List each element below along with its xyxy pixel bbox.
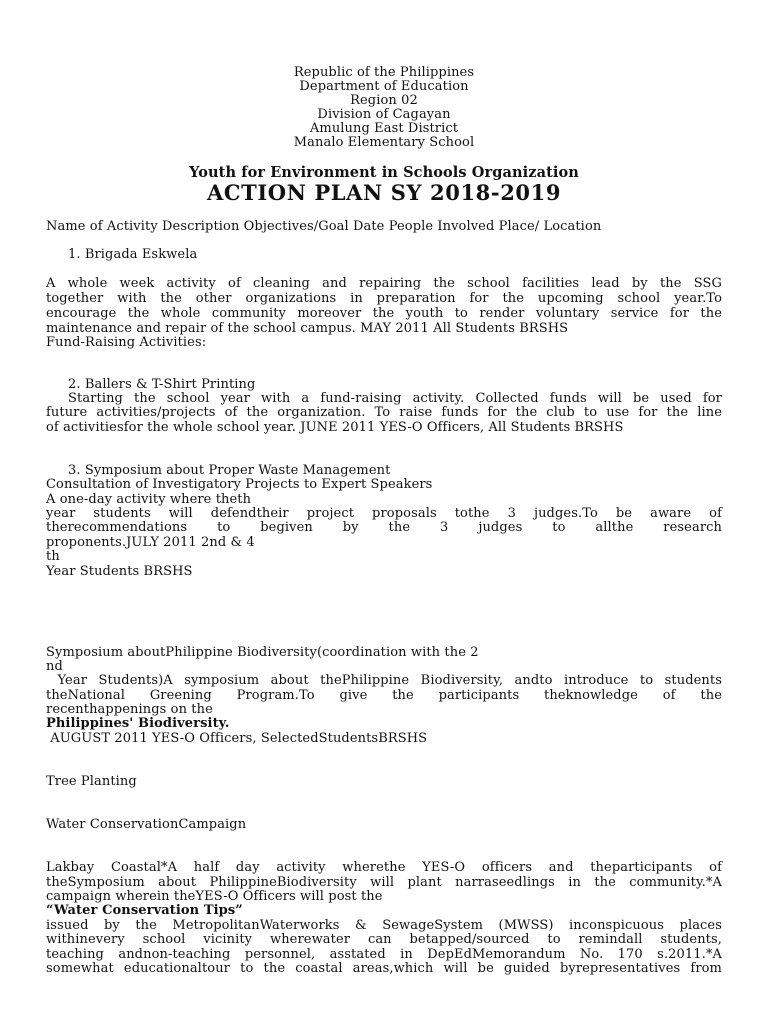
s3-line-3: year students will defendtheir project proposals tothe 3 judges.To be aware of xyxy=(46,506,722,521)
s4-line-7: AUGUST 2011 YES-O Officers, SelectedStudentsBRSHS xyxy=(46,731,428,746)
s1-line-5: Fund-Raising Activities: xyxy=(46,335,207,350)
water-conservation-campaign: Water ConservationCampaign xyxy=(46,817,247,832)
header-republic: Republic of the Philippines xyxy=(293,65,475,80)
s2-line-3: of activitiesfor the whole school year. JUNE 2011 YES-O Officers, All Students BRSHS xyxy=(46,420,624,435)
s1-line-3: encourage the whole community moreover the youth to render voluntary service for the xyxy=(46,306,722,321)
s6-line-4: “Water Conservation Tips” xyxy=(46,903,243,918)
s6-line-3: campaign wherein theYES-O Officers will post the xyxy=(46,889,383,904)
s6-line-2: theSymposium about PhilippineBiodiversity will plant narraseedlings in the community.*A xyxy=(46,875,722,890)
header-department: Department of Education xyxy=(299,79,469,94)
s3-line-4: therecommendations to begiven by the 3 judges to allthe research xyxy=(46,520,722,535)
s4-line-3: Year Students)A symposium about thePhilippine Biodiversity, andto introduce to students xyxy=(46,673,722,688)
header-region: Region 02 xyxy=(350,93,418,108)
s3-line-6: th xyxy=(46,549,60,564)
tree-planting: Tree Planting xyxy=(46,774,137,789)
org-title: Youth for Environment in Schools Organization xyxy=(189,164,579,181)
s3-line-1: Consultation of Investigatory Projects to Expert Speakers xyxy=(46,477,433,492)
item-waste-management: 3. Symposium about Proper Waste Management xyxy=(68,463,391,478)
header-district: Amulung East District xyxy=(309,121,459,136)
s4-line-4: theNational Greening Program.To give the participants theknowledge of the xyxy=(46,688,722,703)
s1-line-4: maintenance and repair of the school campus. MAY 2011 All Students BRSHS xyxy=(46,321,569,336)
s2-line-1: Starting the school year with a fund-raising activity. Collected funds will be used for xyxy=(68,391,722,406)
s1-line-1: A whole week activity of cleaning and repairing the school facilities lead by the SSG xyxy=(46,276,722,291)
item-ballers-printing: 2. Ballers & T-Shirt Printing xyxy=(68,377,256,392)
s3-line-5: proponents.JULY 2011 2nd & 4 xyxy=(46,535,255,550)
s4-line-1: Symposium aboutPhilippine Biodiversity(coordination with the 2 xyxy=(46,645,479,660)
s3-line-7: Year Students BRSHS xyxy=(46,564,193,579)
plan-title: ACTION PLAN SY 2018-2019 xyxy=(206,180,562,205)
s6-line-6: withinevery school vicinity wherewater can betapped/sourced to remindall students, xyxy=(46,932,722,947)
columns-line: Name of Activity Description Objectives/Goal Date People Involved Place/ Location xyxy=(46,219,602,234)
s4-line-5: recenthappenings on the xyxy=(46,702,213,717)
s4-line-2: nd xyxy=(46,659,63,674)
s2-line-2: future activities/projects of the organization. To raise funds for the club to use for the line xyxy=(46,405,722,420)
item-brigada-eskwela: 1. Brigada Eskwela xyxy=(68,247,198,262)
s1-line-2: together with the other organizations in preparation for the upcoming school year.To xyxy=(46,291,722,306)
s6-line-1: Lakbay Coastal*A half day activity wherethe YES-O officers and theparticipants of xyxy=(46,860,722,875)
s4-line-6: Philippines' Biodiversity. xyxy=(46,716,230,731)
s6-line-7: teaching andnon-teaching personnel, asstated in DepEdMemorandum No. 170 s.2011.*A xyxy=(46,947,722,962)
s6-line-5: issued by the MetropolitanWaterworks & SewageSystem (MWSS) inconspicuous places xyxy=(46,918,722,933)
header-division: Division of Cagayan xyxy=(317,107,451,122)
s6-line-8: somewhat educationaltour to the coastal areas,which will be guided byrepresentatives from xyxy=(46,961,722,976)
header-school: Manalo Elementary School xyxy=(293,135,475,150)
s3-line-2: A one-day activity where theth xyxy=(46,492,252,507)
